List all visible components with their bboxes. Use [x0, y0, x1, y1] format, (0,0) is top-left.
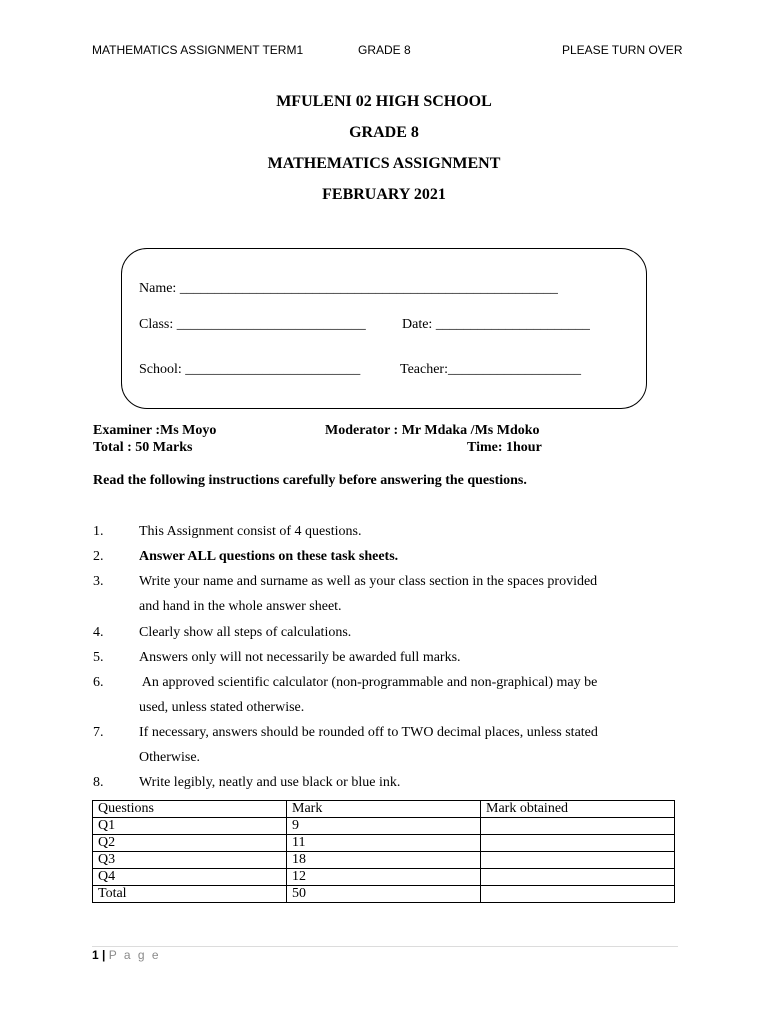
date-field[interactable]: Date: ______________________ [402, 317, 590, 332]
instruction-text: Clearly show all steps of calculations. [139, 625, 352, 640]
mark-cell: 12 [287, 869, 481, 886]
instruction-text-continued: Otherwise. [139, 750, 201, 765]
class-field[interactable]: Class: ___________________________ [139, 317, 366, 332]
table-row [93, 852, 675, 869]
marks-table [92, 800, 675, 903]
examiner-label: Examiner :Ms Moyo [93, 423, 217, 438]
table-header: Mark obtained [481, 801, 675, 818]
header-right: PLEASE TURN OVER [562, 43, 683, 57]
page-footer [92, 948, 161, 962]
instruction-number: 7. [93, 725, 104, 740]
question-cell: Total [93, 886, 287, 903]
page-number: 1 [92, 948, 99, 962]
question-cell: Q2 [93, 835, 287, 852]
table-header: Questions [93, 801, 287, 818]
instruction-text-continued: used, unless stated otherwise. [139, 700, 305, 715]
instruction-number: 3. [93, 574, 104, 589]
instruction-text: Write legibly, neatly and use black or blue ink. [139, 775, 401, 790]
name-field[interactable]: Name: ______________________________________________________ [139, 281, 558, 296]
instruction-text: Answer ALL questions on these task sheets. [139, 549, 399, 564]
date-title: FEBRUARY 2021 [322, 186, 446, 203]
instruction-number: 6. [93, 675, 104, 690]
time-label: Time: 1hour [467, 440, 542, 455]
mark-cell: 11 [287, 835, 481, 852]
mark-obtained-cell[interactable] [481, 886, 675, 903]
instruction-number: 2. [93, 549, 104, 564]
instruction-text-continued: and hand in the whole answer sheet. [139, 599, 342, 614]
header-left: MATHEMATICS ASSIGNMENT TERM1 [92, 43, 304, 57]
instructions-intro: Read the following instructions carefully before answering the questions. [93, 473, 527, 488]
instruction-text: Write your name and surname as well as your class section in the spaces provided [139, 574, 598, 589]
instruction-number: 8. [93, 775, 104, 790]
instruction-text: An approved scientific calculator (non-programmable and non-graphical) may be [139, 675, 598, 690]
instruction-text: This Assignment consist of 4 questions. [139, 524, 362, 539]
table-row [93, 886, 675, 903]
subject-title: MATHEMATICS ASSIGNMENT [267, 155, 501, 172]
instruction-number: 1. [93, 524, 104, 539]
grade-title: GRADE 8 [349, 124, 419, 141]
mark-obtained-cell[interactable] [481, 869, 675, 886]
instruction-number: 4. [93, 625, 104, 640]
question-cell: Q1 [93, 818, 287, 835]
table-row [93, 835, 675, 852]
school-field[interactable]: School: _________________________ [139, 362, 361, 377]
page-separator: | [102, 948, 106, 962]
instruction-text: Answers only will not necessarily be awarded full marks. [139, 650, 461, 665]
table-row [93, 869, 675, 886]
mark-cell: 9 [287, 818, 481, 835]
header-center: GRADE 8 [358, 43, 411, 57]
footer-divider [92, 946, 678, 947]
table-header: Mark [287, 801, 481, 818]
table-row [93, 818, 675, 835]
mark-obtained-cell[interactable] [481, 818, 675, 835]
school-title: MFULENI 02 HIGH SCHOOL [276, 93, 492, 110]
question-cell: Q4 [93, 869, 287, 886]
instruction-text: If necessary, answers should be rounded off to TWO decimal places, unless stated [139, 725, 598, 740]
teacher-field[interactable]: Teacher:___________________ [400, 362, 581, 377]
question-cell: Q3 [93, 852, 287, 869]
mark-obtained-cell[interactable] [481, 852, 675, 869]
page-label: P a g e [108, 948, 161, 962]
moderator-label: Moderator : Mr Mdaka /Ms Mdoko [325, 423, 540, 438]
mark-cell: 18 [287, 852, 481, 869]
instruction-number: 5. [93, 650, 104, 665]
mark-cell: 50 [287, 886, 481, 903]
mark-obtained-cell[interactable] [481, 835, 675, 852]
total-label: Total : 50 Marks [93, 440, 193, 455]
table-header-row [93, 801, 675, 818]
